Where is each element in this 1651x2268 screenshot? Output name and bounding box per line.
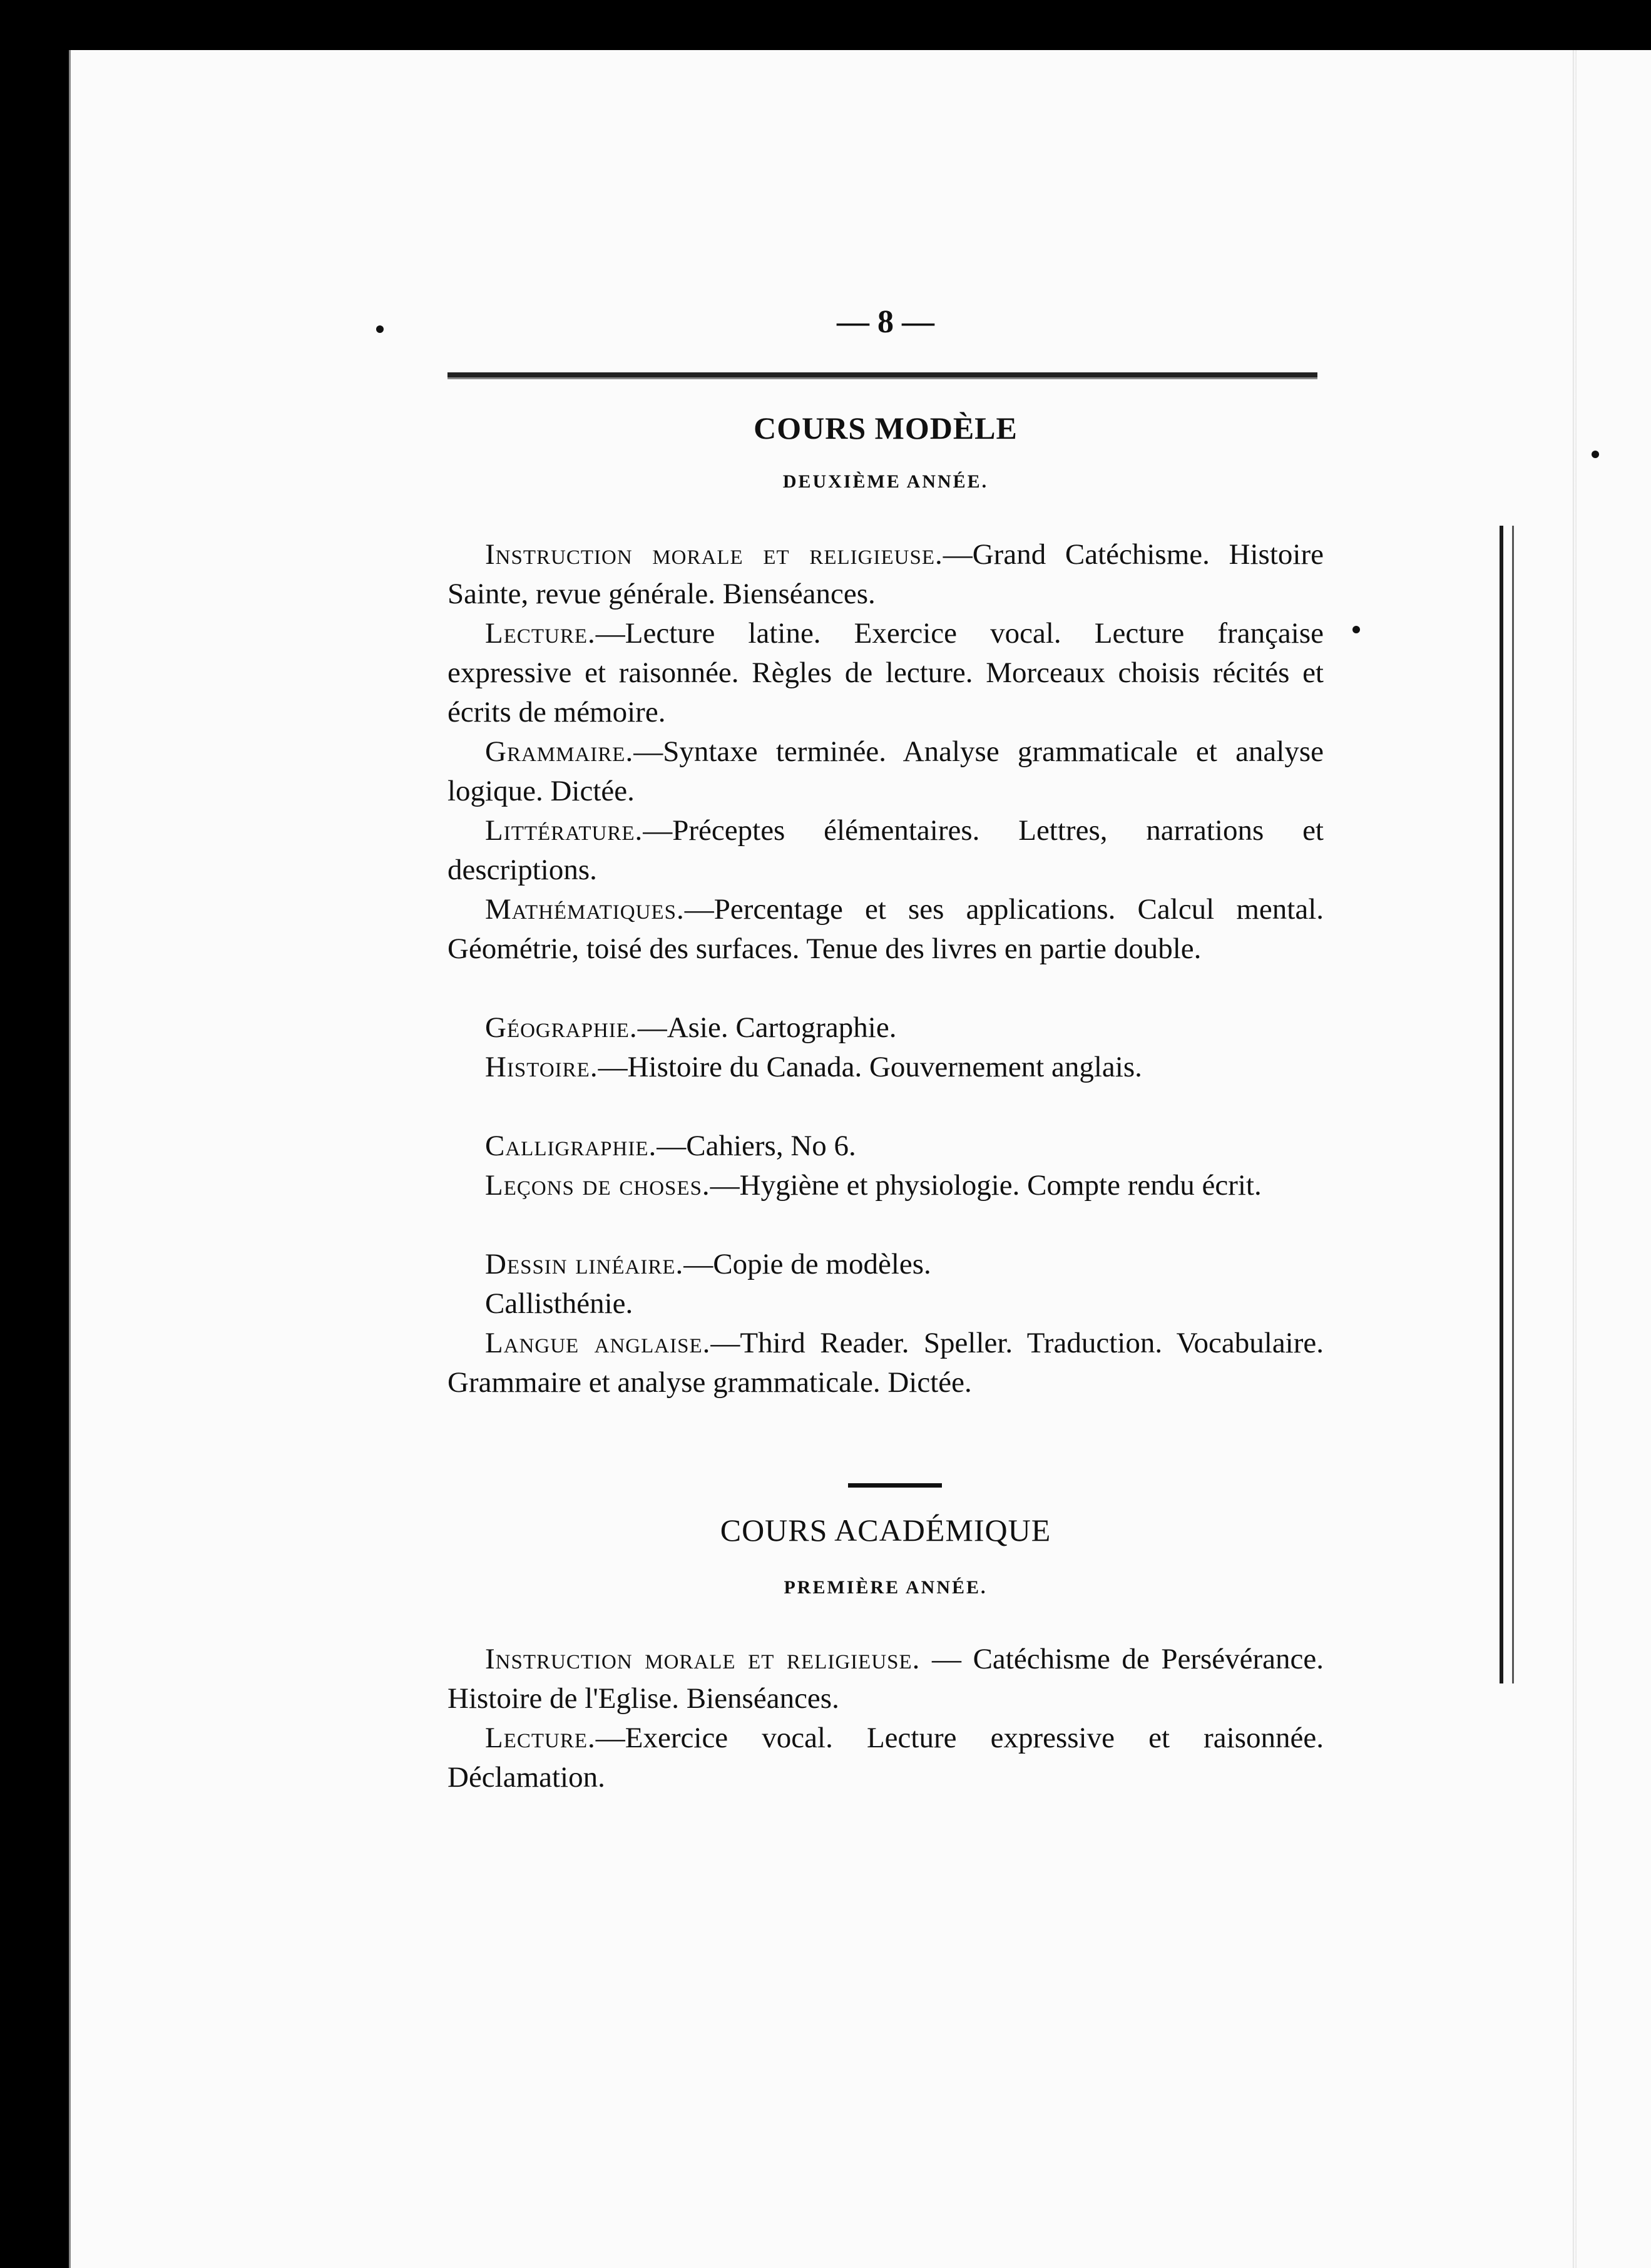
header-rule: [447, 372, 1317, 379]
section-subtitle: DEUXIÈME ANNÉE.: [782, 471, 989, 492]
entry-text: —Exercice vocal. Lecture expressive et raisonnée. Déclamation.: [447, 1722, 1324, 1794]
entry-paragraph: [447, 535, 1324, 614]
ink-speck: [1352, 626, 1360, 633]
ink-speck: [1592, 451, 1599, 458]
entry-label: Grammaire.: [485, 735, 634, 768]
entry-text: —Hygiène et physiologie. Compte rendu écrit.: [710, 1169, 1262, 1202]
entry-text: —Asie. Cartographie.: [637, 1011, 897, 1044]
entry-label: Lecture.: [485, 617, 596, 650]
section-title: COURS MODÈLE: [754, 411, 1018, 446]
entry-paragraph: [447, 1245, 1324, 1284]
entry-text: —Syntaxe terminée. Analyse grammaticale et analyse logique. Dictée.: [447, 735, 1324, 807]
entry-paragraph: [447, 732, 1324, 811]
entry-text: —Grand Catéchisme. Histoire Sainte, revue générale. Bienséances.: [447, 538, 1324, 610]
entry-paragraph: [447, 1640, 1324, 1719]
entry-text: —Third Reader. Speller. Traduction. Vocabulaire. Grammaire et analyse grammaticale. Dictée.: [447, 1327, 1324, 1399]
entry-label: Instruction morale et religieuse.: [485, 1643, 921, 1675]
entry-paragraph: [447, 1284, 1324, 1324]
entry-paragraph: [447, 890, 1324, 969]
entry-paragraph: [447, 811, 1324, 890]
entry-label: Instruction morale et religieuse.: [485, 538, 943, 571]
entry-text: —Copie de modèles.: [683, 1248, 931, 1280]
entry-text: —Lecture latine. Exercice vocal. Lecture française expressive et raisonnée. Règles de lecture. Morceaux choisis récités et écrits de mémoire.: [447, 617, 1324, 728]
binding-edge: [1500, 526, 1514, 1683]
entry-text: —Cahiers, No 6.: [657, 1130, 856, 1162]
entry-label: Littérature.: [485, 814, 643, 847]
entry-label: Mathématiques.: [485, 893, 685, 926]
entry-label: Dessin linéaire.: [485, 1248, 684, 1280]
entry-text: — Catéchisme de Persévérance. Histoire de l'Eglise. Bienséances.: [447, 1643, 1324, 1715]
entry-paragraph: [447, 1048, 1324, 1087]
entry-paragraph: [447, 1166, 1324, 1205]
entry-paragraph: [447, 1719, 1324, 1797]
entry-text: Callisthénie.: [485, 1287, 633, 1320]
section-title: COURS ACADÉMIQUE: [720, 1513, 1051, 1548]
entry-text: —Histoire du Canada. Gouvernement anglais.: [598, 1051, 1142, 1083]
page-fold-shadow: [1573, 50, 1577, 2268]
entry-text: —Percentage et ses applications. Calcul mental. Géométrie, toisé des surfaces. Tenue des livres en partie double.: [447, 893, 1324, 965]
entry-label: Lecture.: [485, 1722, 596, 1754]
section-separator: [848, 1483, 942, 1488]
entry-paragraph: [447, 1126, 1324, 1166]
entry-label: Langue anglaise.: [485, 1327, 711, 1359]
ink-speck: [376, 325, 384, 333]
entry-label: Leçons de choses.: [485, 1169, 710, 1202]
scanned-page: [69, 50, 1651, 2268]
page-number: — 8 —: [837, 304, 934, 340]
section-subtitle: PREMIÈRE ANNÉE.: [784, 1577, 988, 1598]
entry-paragraph: [447, 614, 1324, 732]
entry-label: Histoire.: [485, 1051, 598, 1083]
entry-label: Géographie.: [485, 1011, 638, 1044]
entry-text: —Préceptes élémentaires. Lettres, narrations et descriptions.: [447, 814, 1324, 886]
entry-paragraph: [447, 1008, 1324, 1048]
entry-label: Calligraphie.: [485, 1130, 657, 1162]
entry-paragraph: [447, 1324, 1324, 1402]
